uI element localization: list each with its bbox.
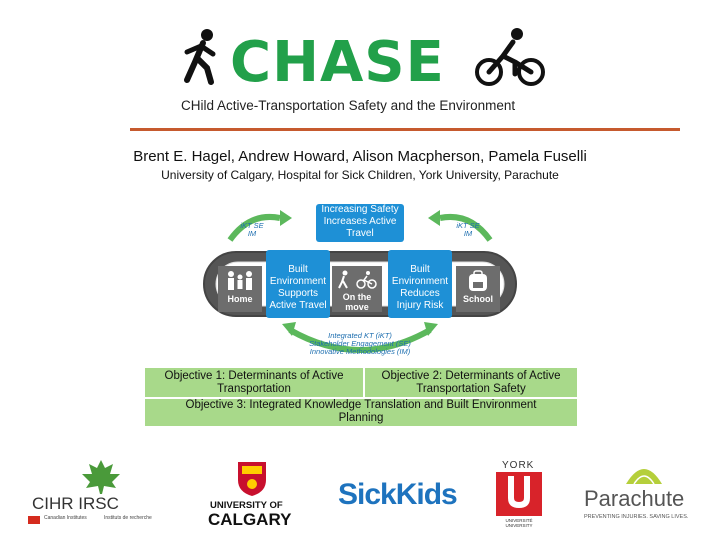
york-small-text: UNIVERSITÉ UNIVERSITY (505, 518, 533, 528)
university-of-calgary-logo (208, 460, 300, 530)
objective-3: Objective 3: Integrated Knowledge Translation and Built Environment Planning (185, 399, 537, 424)
sickkids-text: SickKids (338, 478, 457, 511)
family-icon (224, 270, 256, 292)
column-divider (363, 368, 365, 397)
ikt-left-label: iKT SE IM (240, 221, 264, 238)
cihr-small-fr: Instituts de recherche (104, 515, 152, 521)
school-node (456, 270, 500, 304)
home-node (218, 270, 262, 304)
chase-title: CHASE (230, 30, 445, 95)
cyclist-icon (475, 26, 547, 88)
im-line: Innovative Methodologies (IM) (309, 347, 411, 356)
on-the-move-node (332, 270, 382, 312)
right-box (388, 250, 452, 318)
walking-person-icon (177, 28, 225, 86)
chase-logo (175, 22, 555, 122)
left-box-label: Built Environment Supports Active Travel (269, 264, 327, 311)
objective-2: Objective 2: Determinants of Active Transportation Safety (381, 370, 561, 395)
walk-bike-icon (337, 270, 377, 290)
top-box-label: Increasing Safety Increases Active Travel (321, 204, 399, 239)
ikt-left (240, 222, 264, 238)
objectives-table (145, 368, 577, 426)
ikt-right-label: iKT SE IM (456, 221, 480, 238)
canada-flag-icon (28, 516, 40, 524)
chase-subtitle: CHild Active-Transportation Safety and the Environment (181, 98, 516, 113)
ikt-right (456, 222, 480, 238)
school-label: School (462, 294, 493, 304)
affiliations: University of Calgary, Hospital for Sick Children, York University, Parachute (161, 168, 559, 182)
parachute-text: Parachute (584, 486, 685, 511)
cihr-text: CIHR IRSC (32, 494, 119, 513)
top-box (316, 204, 404, 242)
calgary-line2: CALGARY (208, 510, 292, 529)
objective-1: Objective 1: Determinants of Active Transportation (164, 370, 344, 395)
calgary-crest-icon (236, 460, 268, 496)
ikt-line: Integrated KT (iKT) (328, 331, 392, 340)
york-university-logo (494, 460, 544, 532)
right-box-label: Built Environment Reduces Injury Risk (391, 264, 449, 311)
maple-leaf-icon (80, 458, 122, 494)
on-the-move-label: On the move (342, 292, 372, 312)
backpack-icon (465, 270, 491, 292)
parachute-icon (624, 462, 664, 486)
york-text: YORK (502, 460, 535, 471)
parachute-logo (584, 462, 694, 526)
left-box (266, 250, 330, 318)
parachute-tagline: PREVENTING INJURIES. SAVING LIVES. (584, 514, 689, 520)
york-u-icon (496, 472, 542, 516)
bottom-approach-text (295, 332, 425, 356)
sickkids-logo (338, 478, 457, 518)
se-line: Stakeholder Engagement (SE) (309, 339, 411, 348)
cihr-logo (28, 458, 168, 528)
cihr-small-en: Canadian Institutes (44, 515, 87, 521)
home-label: Home (227, 294, 253, 304)
authors: Brent E. Hagel, Andrew Howard, Alison Macpherson, Pamela Fuselli (133, 148, 587, 165)
chase-framework-diagram (200, 200, 520, 365)
calgary-line1: UNIVERSITY OF (210, 500, 283, 511)
divider-line (130, 128, 680, 131)
